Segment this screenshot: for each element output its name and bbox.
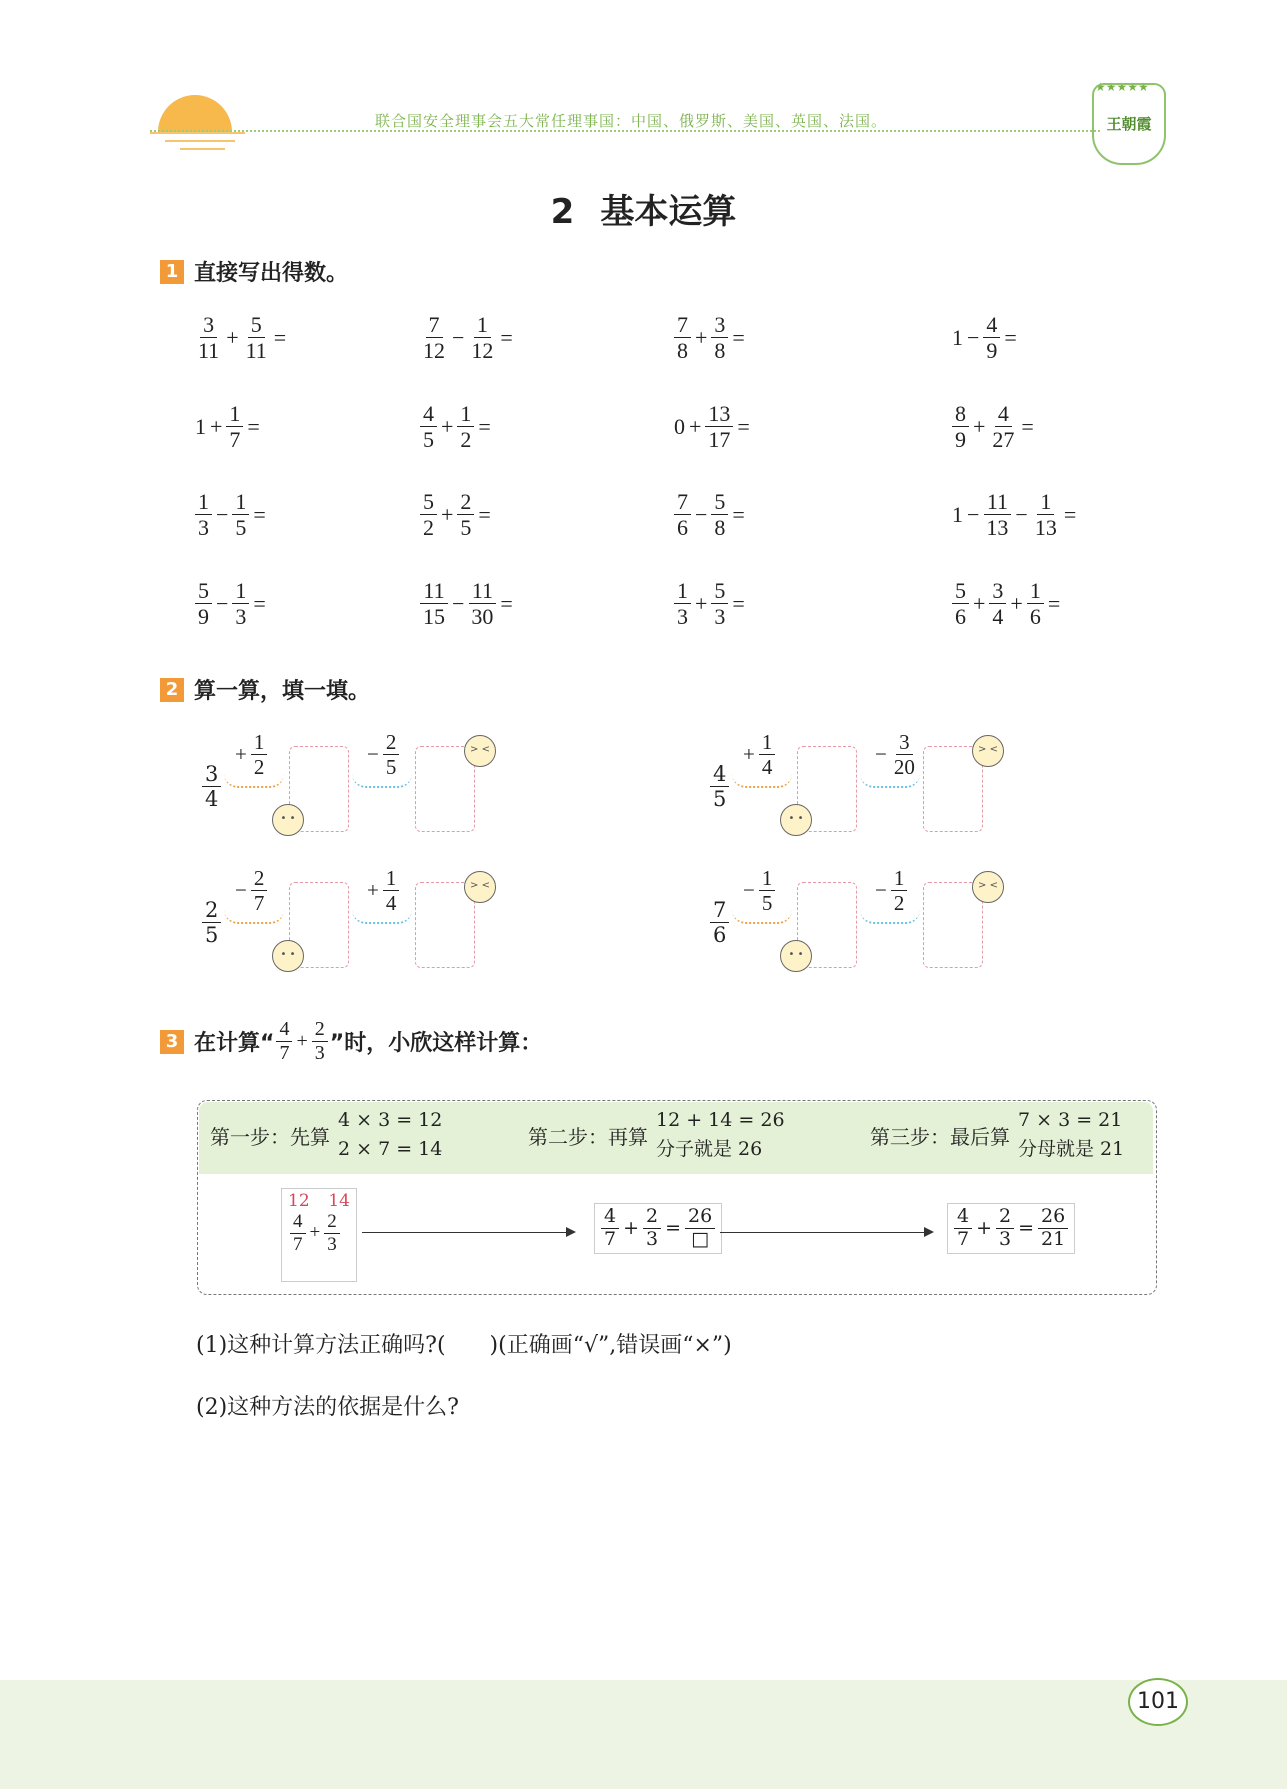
step-line: 4 × 3 = 12 bbox=[338, 1109, 443, 1131]
fraction bbox=[312, 1018, 328, 1065]
denominator: 2 bbox=[253, 755, 265, 780]
denominator: 3 bbox=[714, 604, 726, 630]
fraction bbox=[1032, 489, 1060, 541]
denominator: 3 bbox=[327, 1233, 337, 1255]
equals-sign: = bbox=[500, 590, 513, 616]
exercise-expression bbox=[672, 312, 747, 364]
denominator: 12 bbox=[471, 338, 494, 364]
question-expression bbox=[274, 1018, 329, 1065]
fraction bbox=[643, 1206, 661, 1251]
fraction bbox=[243, 312, 270, 364]
exercise-expression bbox=[193, 401, 262, 453]
fraction bbox=[457, 489, 474, 541]
operator: + bbox=[743, 742, 755, 767]
numerator: 4 bbox=[601, 1206, 619, 1229]
flow-arc bbox=[352, 910, 412, 924]
integer: 1 bbox=[952, 324, 963, 350]
denominator: 2 bbox=[460, 427, 472, 453]
operator: − bbox=[967, 501, 980, 527]
fraction bbox=[759, 730, 776, 779]
work-final-card bbox=[947, 1203, 1075, 1254]
fraction bbox=[674, 312, 691, 364]
question-2-heading bbox=[160, 674, 370, 705]
fraction bbox=[202, 898, 221, 947]
chick-icon: • • bbox=[272, 804, 304, 836]
equals-sign: = bbox=[247, 413, 260, 439]
equals-sign: = bbox=[478, 413, 491, 439]
numerator: 2 bbox=[202, 898, 221, 923]
equals-sign: = bbox=[500, 324, 513, 350]
fraction bbox=[891, 866, 908, 915]
equals-sign: = bbox=[253, 590, 266, 616]
denominator: 7 bbox=[604, 1227, 617, 1250]
fraction bbox=[195, 312, 222, 364]
exercise-expression bbox=[193, 578, 268, 630]
fraction bbox=[685, 1206, 715, 1251]
equals-sign: = bbox=[478, 501, 491, 527]
denominator: 3 bbox=[198, 515, 209, 541]
numerator: 11 bbox=[984, 489, 1011, 515]
page-title bbox=[0, 184, 1287, 233]
chick-icon: > < bbox=[464, 735, 496, 767]
fraction bbox=[324, 1211, 340, 1256]
denominator: 9 bbox=[198, 604, 209, 630]
exercise-expression bbox=[950, 578, 1062, 630]
brand-logo: 王朝霞 bbox=[1092, 83, 1166, 165]
fraction bbox=[989, 578, 1006, 630]
numerator: 7 bbox=[674, 489, 691, 515]
operator: + bbox=[623, 1217, 640, 1240]
numerator: 1 bbox=[891, 866, 908, 891]
numerator: 5 bbox=[420, 489, 437, 515]
step-label: 第一步：先算 bbox=[210, 1124, 330, 1149]
numerator: 2 bbox=[324, 1211, 340, 1234]
numerator: 2 bbox=[457, 489, 474, 515]
operator: = bbox=[665, 1217, 682, 1240]
fraction bbox=[251, 866, 268, 915]
step-line: 7 × 3 = 21 bbox=[1018, 1109, 1123, 1131]
work-expression bbox=[288, 1211, 350, 1256]
integer: 1 bbox=[195, 413, 206, 439]
numerator: 11 bbox=[469, 578, 496, 604]
question-3-heading bbox=[160, 1018, 542, 1065]
step-line: 2 × 7 = 14 bbox=[338, 1138, 443, 1161]
operator: + bbox=[689, 413, 702, 439]
fraction bbox=[468, 578, 496, 630]
operator: + bbox=[296, 1030, 308, 1052]
step-line: 12 + 14 = 26 bbox=[656, 1109, 785, 1131]
numerator: 4 bbox=[954, 1206, 972, 1229]
integer: 0 bbox=[674, 413, 685, 439]
fraction bbox=[232, 578, 249, 630]
equals-sign: = bbox=[273, 324, 287, 350]
fraction bbox=[952, 401, 969, 453]
equals-sign: = bbox=[732, 590, 745, 616]
operator: − bbox=[743, 878, 755, 903]
fraction bbox=[383, 730, 400, 779]
fraction bbox=[674, 489, 691, 541]
numerator: 5 bbox=[248, 312, 265, 338]
numerator: 1 bbox=[226, 401, 243, 427]
numerator: 5 bbox=[711, 489, 728, 515]
denominator: 2 bbox=[423, 515, 434, 541]
numerator: 1 bbox=[383, 866, 400, 891]
operator: + bbox=[695, 324, 708, 350]
operator: = bbox=[1018, 1217, 1035, 1240]
step-label: 第三步：最后算 bbox=[870, 1124, 1010, 1149]
operator: − bbox=[452, 324, 465, 350]
denominator: 9 bbox=[986, 338, 998, 364]
question-number-badge: 2 bbox=[160, 678, 184, 702]
step-label: 第二步：再算 bbox=[528, 1124, 648, 1149]
denominator: 5 bbox=[761, 891, 773, 916]
numerator: 1 bbox=[759, 730, 776, 755]
fraction bbox=[1027, 578, 1044, 630]
numerator: 1 bbox=[759, 866, 776, 891]
exercise-expression bbox=[950, 401, 1036, 453]
denominator: 30 bbox=[471, 604, 494, 630]
arrow-icon bbox=[720, 1232, 932, 1233]
exercise-expression bbox=[672, 489, 747, 541]
fraction bbox=[290, 1211, 306, 1256]
chick-icon: > < bbox=[464, 871, 496, 903]
sun-line bbox=[180, 148, 225, 150]
operation-2 bbox=[873, 866, 909, 915]
operator: + bbox=[309, 1222, 321, 1244]
operator: − bbox=[875, 878, 887, 903]
numerator: 7 bbox=[426, 312, 443, 338]
denominator: 20 bbox=[893, 755, 915, 780]
equals-sign: = bbox=[732, 324, 745, 350]
denominator: 6 bbox=[677, 515, 688, 541]
denominator: 3 bbox=[235, 604, 247, 630]
numerator: 4 bbox=[983, 312, 1000, 338]
numerator: 1 bbox=[457, 401, 474, 427]
operator: + bbox=[1010, 590, 1023, 616]
equals-sign: = bbox=[737, 413, 750, 439]
denominator: 13 bbox=[1034, 515, 1057, 541]
denominator: 12 bbox=[423, 338, 445, 364]
stars-icon: ★★★★★ bbox=[1095, 80, 1149, 94]
denominator: 3 bbox=[999, 1227, 1012, 1250]
fraction bbox=[420, 312, 448, 364]
equals-sign: = bbox=[1063, 501, 1077, 527]
numerator: 4 bbox=[420, 401, 437, 427]
operator: − bbox=[235, 878, 247, 903]
denominator: 4 bbox=[385, 891, 397, 916]
denominator: 7 bbox=[293, 1233, 303, 1255]
numerator: 5 bbox=[195, 578, 212, 604]
integer: 1 bbox=[952, 501, 963, 527]
numerator: 11 bbox=[420, 578, 447, 604]
chick-icon: > < bbox=[972, 871, 1004, 903]
chick-icon: • • bbox=[272, 940, 304, 972]
numerator: 7 bbox=[710, 898, 729, 923]
operator: + bbox=[441, 501, 454, 527]
exercise-expression bbox=[950, 489, 1078, 541]
operator: + bbox=[235, 742, 247, 767]
denominator: 5 bbox=[713, 787, 727, 812]
exercise-expression bbox=[672, 401, 752, 453]
numerator: 1 bbox=[195, 489, 212, 515]
footer-background bbox=[0, 1680, 1287, 1789]
exercise-expression bbox=[950, 312, 1019, 364]
operator: + bbox=[973, 590, 986, 616]
question-prompt: 算一算，填一填。 bbox=[194, 679, 371, 704]
numerator: 1 bbox=[251, 730, 268, 755]
operator: − bbox=[967, 324, 980, 350]
denominator: 9 bbox=[955, 427, 966, 453]
denominator: 3 bbox=[314, 1042, 325, 1064]
operation-2 bbox=[873, 730, 920, 779]
numerator: 26 bbox=[1038, 1206, 1068, 1229]
fraction bbox=[195, 489, 212, 541]
denominator: 2 bbox=[893, 891, 905, 916]
numerator: 2 bbox=[643, 1206, 661, 1229]
fraction bbox=[759, 866, 776, 915]
question-1-heading bbox=[160, 256, 348, 287]
sub-question-2: (2)这种方法的依据是什么? bbox=[196, 1395, 459, 1420]
fraction bbox=[983, 489, 1011, 541]
flow-arc bbox=[860, 910, 920, 924]
step-line: 分子就是 26 bbox=[656, 1138, 763, 1161]
cross-products bbox=[288, 1191, 350, 1211]
denominator: 5 bbox=[205, 923, 219, 948]
fraction bbox=[996, 1206, 1014, 1251]
operator: − bbox=[875, 742, 887, 767]
fraction bbox=[954, 1206, 972, 1251]
numerator: 1 bbox=[1027, 578, 1044, 604]
numerator: 2 bbox=[251, 866, 268, 891]
equals-sign: = bbox=[1021, 413, 1034, 439]
exercise-expression bbox=[193, 489, 268, 541]
numerator: 26 bbox=[685, 1206, 715, 1229]
exercise-expression bbox=[672, 578, 747, 630]
denominator: 6 bbox=[955, 604, 966, 630]
denominator: 4 bbox=[761, 755, 773, 780]
title-number: 2 bbox=[550, 192, 575, 232]
fraction bbox=[952, 578, 969, 630]
fraction bbox=[983, 312, 1000, 364]
flow-arc bbox=[224, 774, 284, 788]
fraction bbox=[420, 578, 448, 630]
denominator: 3 bbox=[646, 1227, 659, 1250]
numerator: 2 bbox=[312, 1018, 328, 1042]
numerator: 3 bbox=[896, 730, 913, 755]
fraction bbox=[457, 401, 474, 453]
operator: + bbox=[973, 413, 986, 439]
fraction bbox=[989, 401, 1017, 453]
flow-arc bbox=[732, 910, 792, 924]
denominator: 5 bbox=[385, 755, 397, 780]
denominator: 13 bbox=[986, 515, 1009, 541]
operator: + bbox=[210, 413, 223, 439]
fraction bbox=[420, 489, 437, 541]
equals-sign: = bbox=[1047, 590, 1061, 616]
denominator: 3 bbox=[677, 604, 688, 630]
numerator: 4 bbox=[710, 762, 729, 787]
numerator: 2 bbox=[996, 1206, 1014, 1229]
numerator: 1 bbox=[1037, 489, 1054, 515]
denominator: 7 bbox=[279, 1042, 290, 1064]
fraction bbox=[711, 312, 728, 364]
denominator: 4 bbox=[205, 787, 219, 812]
numerator: 5 bbox=[952, 578, 969, 604]
denominator: 27 bbox=[992, 427, 1015, 453]
fraction bbox=[195, 578, 212, 630]
fraction bbox=[891, 730, 918, 779]
operator: + bbox=[367, 878, 379, 903]
denominator: □ bbox=[691, 1227, 710, 1250]
fraction bbox=[710, 762, 729, 811]
equals-sign: = bbox=[253, 501, 266, 527]
denominator: 6 bbox=[713, 923, 727, 948]
numerator: 4 bbox=[995, 401, 1012, 427]
cross-product: 14 bbox=[328, 1191, 350, 1211]
exercise-expression bbox=[193, 312, 288, 364]
numerator: 1 bbox=[232, 578, 249, 604]
fraction bbox=[711, 578, 728, 630]
denominator: 8 bbox=[714, 338, 726, 364]
operator: − bbox=[367, 742, 379, 767]
operator: + bbox=[226, 324, 239, 350]
fraction bbox=[674, 578, 691, 630]
operation-1 bbox=[741, 730, 777, 779]
exercise-expression bbox=[418, 578, 515, 630]
fraction bbox=[383, 866, 400, 915]
denominator: 6 bbox=[1029, 604, 1041, 630]
arrow-icon bbox=[362, 1232, 574, 1233]
operation-1 bbox=[233, 866, 269, 915]
operation-2 bbox=[365, 730, 401, 779]
operator: − bbox=[695, 501, 708, 527]
sun-line bbox=[150, 132, 245, 134]
equals-sign: = bbox=[1004, 324, 1017, 350]
flow-arc bbox=[224, 910, 284, 924]
operator: − bbox=[1015, 501, 1028, 527]
step-line: 分母就是 21 bbox=[1018, 1138, 1125, 1161]
operator: + bbox=[976, 1217, 993, 1240]
fraction bbox=[601, 1206, 619, 1251]
step-3 bbox=[870, 1106, 1124, 1165]
operator: + bbox=[695, 590, 708, 616]
denominator: 15 bbox=[423, 604, 445, 630]
numerator: 3 bbox=[202, 762, 221, 787]
denominator: 7 bbox=[253, 891, 265, 916]
cross-product: 12 bbox=[288, 1191, 310, 1211]
fraction bbox=[705, 401, 733, 453]
fraction bbox=[420, 401, 437, 453]
operation-1 bbox=[233, 730, 269, 779]
chick-icon: > < bbox=[972, 735, 1004, 767]
numerator: 1 bbox=[232, 489, 249, 515]
fraction bbox=[1038, 1206, 1068, 1251]
work-start-card bbox=[281, 1188, 357, 1282]
numerator: 4 bbox=[290, 1211, 306, 1234]
exercise-expression bbox=[418, 489, 493, 541]
numerator: 3 bbox=[989, 578, 1006, 604]
numerator: 5 bbox=[711, 578, 728, 604]
operator: − bbox=[452, 590, 465, 616]
fraction bbox=[710, 898, 729, 947]
fraction bbox=[232, 489, 249, 541]
numerator: 8 bbox=[952, 401, 969, 427]
numerator: 4 bbox=[276, 1018, 292, 1042]
numerator: 3 bbox=[711, 312, 728, 338]
denominator: 8 bbox=[714, 515, 726, 541]
question-prompt-b: ”时，小欣这样计算： bbox=[329, 1031, 543, 1056]
operator: − bbox=[216, 501, 229, 527]
denominator: 7 bbox=[957, 1227, 970, 1250]
denominator: 8 bbox=[677, 338, 688, 364]
denominator: 11 bbox=[245, 338, 267, 364]
sun-logo-icon bbox=[158, 95, 232, 132]
denominator: 5 bbox=[423, 427, 434, 453]
numerator: 13 bbox=[705, 401, 733, 427]
exercise-expression bbox=[418, 401, 493, 453]
denominator: 5 bbox=[460, 515, 472, 541]
fraction bbox=[276, 1018, 292, 1065]
work-middle-card bbox=[594, 1203, 722, 1254]
operator: + bbox=[441, 413, 454, 439]
question-prompt-a: 在计算“ bbox=[194, 1031, 275, 1056]
flow-arc bbox=[352, 774, 412, 788]
step-2 bbox=[528, 1106, 785, 1165]
question-number-badge: 1 bbox=[160, 260, 184, 284]
denominator: 4 bbox=[992, 604, 1004, 630]
numerator: 1 bbox=[674, 578, 691, 604]
fraction bbox=[226, 401, 243, 453]
sun-line bbox=[165, 140, 235, 142]
numerator: 1 bbox=[474, 312, 491, 338]
sub-question-1: (1)这种计算方法正确吗?( )(正确画“√”,错误画“×”) bbox=[196, 1333, 732, 1358]
fraction bbox=[711, 489, 728, 541]
question-number-badge: 3 bbox=[160, 1030, 184, 1054]
flow-arc bbox=[860, 774, 920, 788]
chick-icon: • • bbox=[780, 940, 812, 972]
denominator: 11 bbox=[198, 338, 220, 364]
flow-arc bbox=[732, 774, 792, 788]
page-number: 101 bbox=[1128, 1678, 1188, 1726]
header-note: 联合国安全理事会五大常任理事国：中国、俄罗斯、美国、英国、法国。 bbox=[375, 112, 888, 130]
denominator: 5 bbox=[235, 515, 247, 541]
fraction bbox=[251, 730, 268, 779]
numerator: 3 bbox=[200, 312, 217, 338]
fraction bbox=[468, 312, 496, 364]
exercise-expression bbox=[418, 312, 515, 364]
operation-1 bbox=[741, 866, 777, 915]
step-1 bbox=[210, 1106, 442, 1165]
operator: − bbox=[216, 590, 229, 616]
numerator: 7 bbox=[674, 312, 691, 338]
fraction bbox=[202, 762, 221, 811]
equals-sign: = bbox=[732, 501, 745, 527]
question-prompt: 直接写出得数。 bbox=[194, 261, 349, 286]
denominator: 7 bbox=[229, 427, 241, 453]
denominator: 17 bbox=[708, 427, 731, 453]
chick-icon: • • bbox=[780, 804, 812, 836]
title-text: 基本运算 bbox=[600, 192, 737, 232]
operation-2 bbox=[365, 866, 401, 915]
numerator: 2 bbox=[383, 730, 400, 755]
denominator: 21 bbox=[1041, 1227, 1066, 1250]
